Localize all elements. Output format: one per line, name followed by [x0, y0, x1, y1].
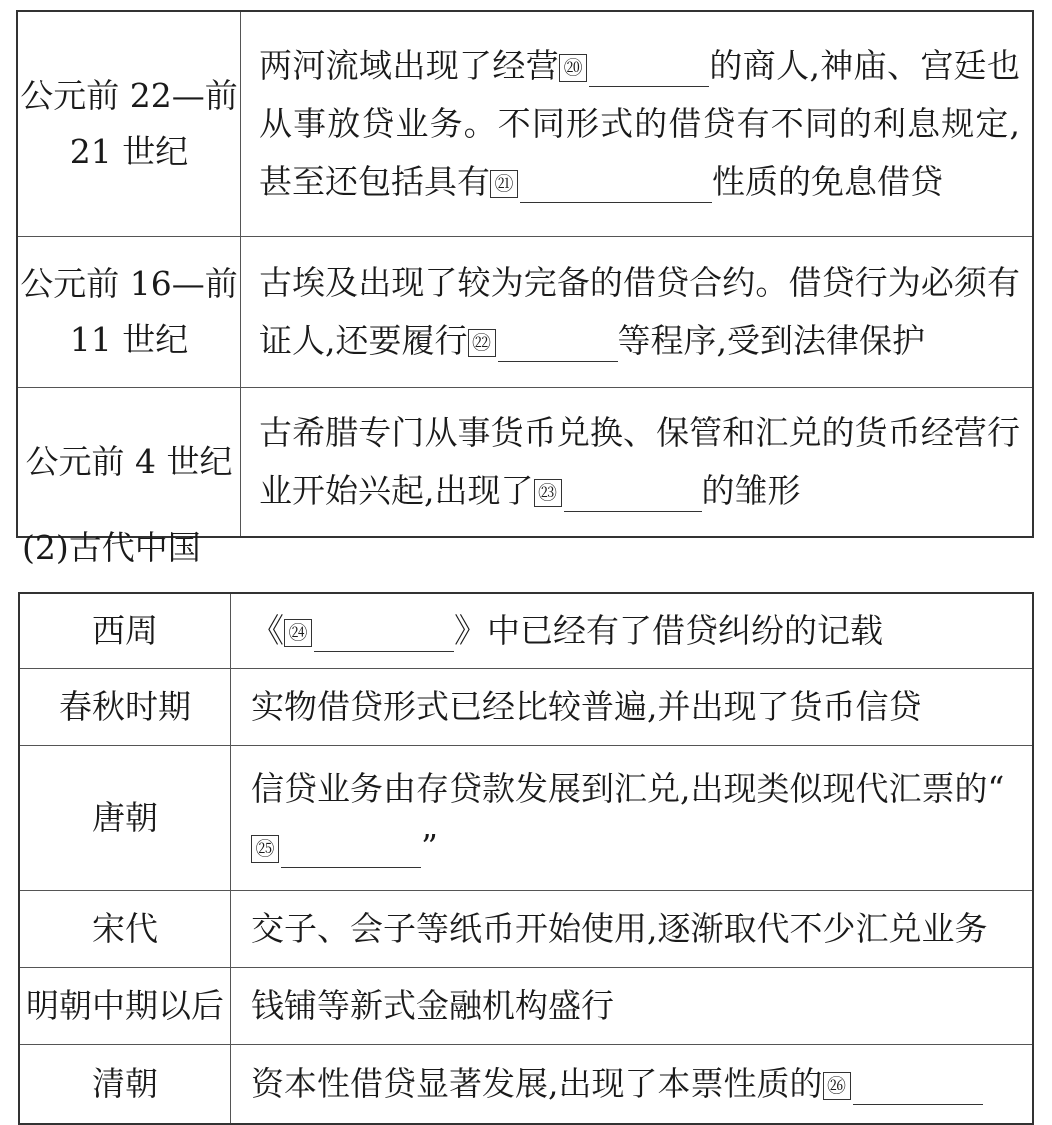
period-cell — [17, 388, 241, 538]
blank-number-badge: ㉑ — [490, 170, 518, 198]
description-text: ” — [421, 827, 438, 866]
blank-number-badge: ㉓ — [534, 479, 562, 507]
table-row — [17, 237, 1033, 388]
period-cell — [17, 11, 241, 237]
fill-blank-24[interactable] — [284, 611, 454, 650]
blank-line[interactable] — [589, 52, 709, 87]
table-row — [19, 968, 1033, 1045]
ancient-china-credit-table — [18, 592, 1034, 1125]
blank-line[interactable] — [853, 1070, 983, 1105]
table-row — [19, 669, 1033, 746]
description-text: 实物借贷形式已经比较普遍,并出现了货币信贷 — [251, 687, 922, 726]
section-heading: (2)古代中国 — [22, 528, 201, 567]
table-row — [17, 388, 1033, 538]
period-label: 春秋时期 — [59, 687, 191, 726]
fill-blank-22[interactable] — [468, 321, 618, 360]
description-cell — [241, 11, 1034, 237]
period-cell — [19, 891, 231, 968]
period-cell — [19, 593, 231, 669]
period-label: 公元前 22—前 21 世纪 — [20, 76, 238, 171]
description-text: 钱铺等新式金融机构盛行 — [251, 986, 614, 1025]
blank-number-badge: ㉔ — [284, 619, 312, 647]
description-cell — [231, 746, 1034, 891]
fill-blank-25[interactable] — [251, 827, 421, 866]
table-row — [17, 11, 1033, 237]
fill-blank-26[interactable] — [823, 1064, 983, 1103]
description-text: 等程序,受到法律保护 — [617, 321, 925, 360]
table-row — [19, 1045, 1033, 1125]
fill-blank-23[interactable] — [534, 471, 702, 510]
description-text: 《 — [251, 611, 284, 650]
blank-number-badge: ㉕ — [251, 835, 279, 863]
period-label: 清朝 — [92, 1064, 158, 1103]
blank-line[interactable] — [281, 833, 421, 868]
period-cell — [19, 746, 231, 891]
blank-line[interactable] — [564, 477, 702, 512]
blank-number-badge: ㉒ — [468, 329, 496, 357]
period-cell — [19, 1045, 231, 1125]
blank-line[interactable] — [498, 327, 618, 362]
description-text: 》中已经有了借贷纠纷的记载 — [454, 611, 883, 650]
blank-line[interactable] — [314, 617, 454, 652]
description-text: 性质的免息借贷 — [712, 162, 943, 201]
description-cell — [241, 237, 1034, 388]
period-label: 公元前 4 世纪 — [25, 442, 233, 481]
description-text: 古希腊专门从事货币兑换、保管和汇兑的货币经营行业开始兴起,出现了 — [259, 413, 1020, 510]
period-label: 公元前 16—前 11 世纪 — [20, 264, 238, 359]
period-cell — [17, 237, 241, 388]
description-cell — [231, 968, 1034, 1045]
description-cell — [231, 593, 1034, 669]
period-cell — [19, 669, 231, 746]
description-cell — [231, 669, 1034, 746]
period-label: 宋代 — [92, 909, 158, 948]
ancient-world-credit-table — [16, 10, 1034, 538]
description-text: 信贷业务由存贷款发展到汇兑,出现类似现代汇票的“ — [251, 769, 1005, 808]
table-row — [19, 746, 1033, 891]
description-cell — [231, 1045, 1034, 1125]
fill-blank-20[interactable] — [559, 46, 709, 85]
description-cell — [231, 891, 1034, 968]
period-label: 明朝中期以后 — [26, 986, 224, 1025]
description-text: 两河流域出现了经营 — [259, 46, 560, 85]
description-text: 交子、会子等纸币开始使用,逐渐取代不少汇兑业务 — [251, 909, 988, 948]
description-text: 资本性借贷显著发展,出现了本票性质的 — [251, 1064, 823, 1103]
blank-line[interactable] — [520, 168, 712, 203]
period-label: 唐朝 — [92, 798, 158, 837]
description-text: 的雏形 — [701, 471, 801, 510]
table-row — [19, 891, 1033, 968]
blank-number-badge: ⑳ — [559, 54, 587, 82]
description-text: 的商人,神庙、宫廷也从事放贷业务。不同形式的借贷有不同的利息规定,甚至还包括具有 — [259, 46, 1021, 201]
period-label: 西周 — [92, 611, 158, 650]
period-cell — [19, 968, 231, 1045]
description-text: 古埃及出现了较为完备的借贷合约。借贷行为必须有证人,还要履行 — [259, 263, 1020, 360]
fill-blank-21[interactable] — [490, 162, 712, 201]
table-row — [19, 593, 1033, 669]
description-cell — [241, 388, 1034, 538]
blank-number-badge: ㉖ — [823, 1072, 851, 1100]
